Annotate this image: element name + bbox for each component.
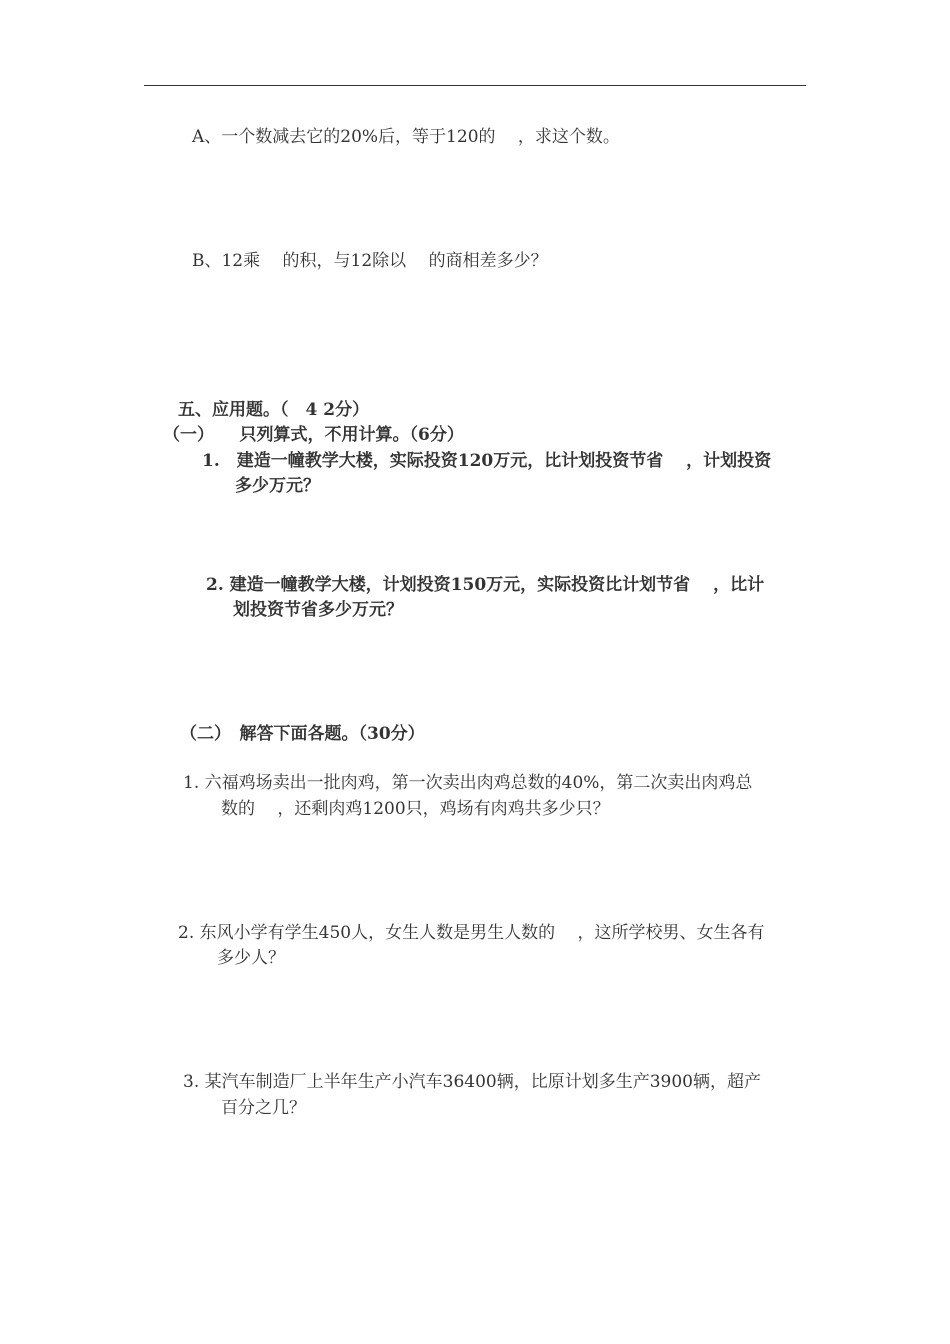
sub2-question-2-line2: 多少人？ — [217, 948, 285, 968]
sub2-question-1-line1: 1. 六福鸡场卖出一批肉鸡，第一次卖出肉鸡总数的40%，第二次卖出肉鸡总 — [183, 773, 753, 793]
sub1-question-2-line2: 划投资节省多少万元？ — [233, 600, 403, 620]
question-a: A、一个数减去它的20%后，等于120的 ，求这个数。 — [192, 127, 620, 147]
sub2-question-3-line2: 百分之几？ — [221, 1098, 306, 1118]
header-rule — [144, 85, 806, 86]
sub2-question-3-line1: 3. 某汽车制造厂上半年生产小汽车36400辆，比原计划多生产3900辆，超产 — [183, 1072, 761, 1092]
sub2-question-2-line1: 2. 东风小学有学生450人，女生人数是男生人数的 ，这所学校男、女生各有 — [178, 923, 765, 943]
subsection-two-title: （二） 解答下面各题。（30分） — [180, 724, 425, 744]
sub2-question-1-line2: 数的 ，还剩肉鸡1200只，鸡场有肉鸡共多少只？ — [221, 799, 610, 819]
sub1-question-2-line1: 2. 建造一幢教学大楼，计划投资150万元，实际投资比计划节省 ，比计 — [206, 575, 765, 595]
question-b: B、12乘 的积，与12除以 的商相差多少？ — [192, 251, 548, 271]
sub1-question-1-line1: 1. 建造一幢教学大楼，实际投资120万元，比计划投资节省 ，计划投资 — [202, 451, 772, 471]
section-five-title: 五、应用题。（ 4 2分） — [178, 400, 370, 420]
subsection-one-title: （一） 只列算式，不用计算。（6分） — [163, 425, 464, 445]
sub1-question-1-line2: 多少万元？ — [235, 476, 320, 496]
